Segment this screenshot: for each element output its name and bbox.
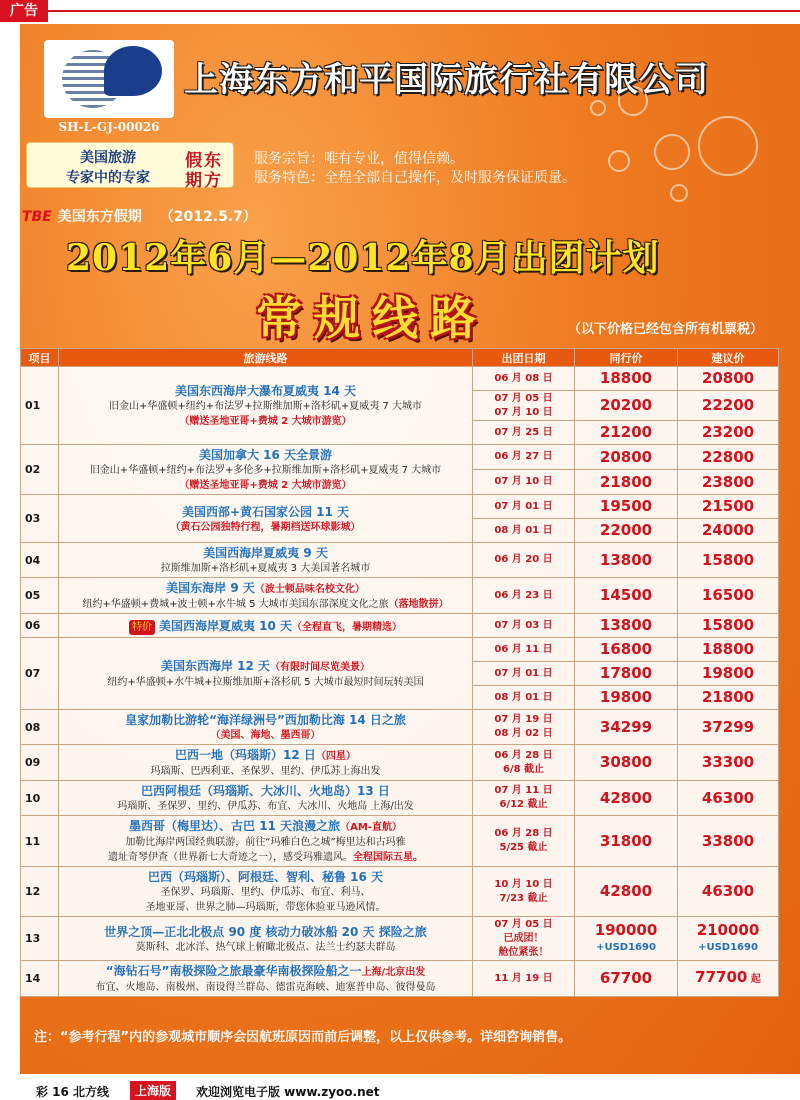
route-description <box>59 578 473 614</box>
route-title: 巴西阿根廷（玛瑙斯、大冰川、火地岛）13 日 <box>141 784 390 798</box>
route-title: 美国加拿大 16 天全景游 <box>198 448 333 462</box>
route-title: 巴西一地（玛瑙斯）12 日 <box>175 748 316 762</box>
route-title-line <box>61 746 470 764</box>
footnote: 注：“参考行程”内的参观城市顺序会因航班原因而前后调整，以上仅供参考。详细咨询销售。 <box>34 1030 572 1045</box>
top-divider <box>48 10 800 12</box>
route-description <box>59 961 473 997</box>
suggested-price: 18800 <box>678 638 779 662</box>
route-title-note: （AM-直航） <box>340 822 402 833</box>
poster <box>20 24 800 1074</box>
departure-date: 07 月 01 日 <box>473 662 575 686</box>
table-row <box>21 614 779 638</box>
suggested-price: 15800 <box>678 543 779 578</box>
brand-date: （2012.5.7） <box>159 209 257 225</box>
table-row <box>21 745 779 781</box>
route-cities: 圣保罗、玛瑙斯、里约、伊瓜苏、布宜、利马、 圣地亚哥、世界之肺—玛瑙斯，带您体验亚马逊风情。 <box>145 887 386 913</box>
route-cities-note: 全程国际五星。 <box>353 852 423 863</box>
price-note: （以下价格已经包含所有机票税） <box>568 322 764 337</box>
route-description <box>59 745 473 781</box>
suggested-price: 24000 <box>678 519 779 543</box>
departure-date: 07 月 19 日 08 月 02 日 <box>473 710 575 745</box>
route-cities: 纽约+华盛顿+费城+波士顿+水牛城 5 大城市美国东部深度文化之旅（落地散拼） <box>82 599 449 610</box>
suggested-price: 19800 <box>678 662 779 686</box>
departure-date: 06 月 27 日 <box>473 445 575 470</box>
peer-price: 16800 <box>575 638 678 662</box>
company-logo <box>44 40 174 118</box>
table-row <box>21 445 779 470</box>
peer-price: 17800 <box>575 662 678 686</box>
route-table-wrap <box>20 348 780 997</box>
suggested-price-usd: +USD1690 <box>698 941 758 953</box>
route-title-line <box>61 382 470 399</box>
route-title: 世界之顶—正北北极点 90 度 核动力破冰船 20 天 探险之旅 <box>104 924 427 939</box>
table-row <box>21 578 779 614</box>
departure-date: 06 月 28 日 5/25 截止 <box>473 816 575 867</box>
special-badge: 特价 <box>129 620 155 635</box>
departure-date: 11 月 19 日 <box>473 961 575 997</box>
peer-price: 30800 <box>575 745 678 781</box>
table-row <box>21 816 779 867</box>
departure-date: 07 月 05 日 07 月 10 日 <box>473 391 575 421</box>
route-title-note: （全程直飞，暑期精选） <box>292 621 403 633</box>
departure-date: 07 月 25 日 <box>473 421 575 445</box>
route-gift-note: （美国、海地、墨西哥） <box>210 730 321 741</box>
route-description <box>59 638 473 710</box>
route-number: 08 <box>21 710 59 745</box>
peer-price: 34299 <box>575 710 678 745</box>
peer-price: 13800 <box>575 543 678 578</box>
suggested-price: 33800 <box>678 816 779 867</box>
departure-date: 07 月 11 日 6/12 截止 <box>473 781 575 816</box>
route-title-line <box>61 711 470 728</box>
route-description <box>59 495 473 543</box>
route-number: 02 <box>21 445 59 495</box>
license-number: SH-L-GJ-00026 <box>58 120 160 134</box>
departure-date: 07 月 03 日 <box>473 614 575 638</box>
route-number: 05 <box>21 578 59 614</box>
expert-line-1: 美国旅游 <box>80 150 136 166</box>
route-description <box>59 781 473 816</box>
route-cities: 旧金山+华盛顿+纽约+布法罗+多伦多+拉斯维加斯+洛杉矶+夏威夷 7 大城市 <box>89 465 442 476</box>
departure-date: 08 月 01 日 <box>473 686 575 710</box>
route-gift-note: （赠送圣地亚哥+费城 2 大城市游览） <box>179 480 352 491</box>
route-number: 06 <box>21 614 59 638</box>
website-text: 欢迎浏览电子版 www.zyoo.net <box>196 1085 380 1099</box>
route-number: 09 <box>21 745 59 781</box>
peer-price: 19500 <box>575 495 678 519</box>
route-number: 12 <box>21 867 59 917</box>
suggested-price: 22800 <box>678 445 779 470</box>
peer-price: 190000 +USD1690 <box>575 917 678 961</box>
suggested-price: 23200 <box>678 421 779 445</box>
route-title-line <box>61 503 470 520</box>
route-description <box>59 867 473 917</box>
route-title-note: 上海/北京出发 <box>361 967 426 978</box>
peer-price: 20800 <box>575 445 678 470</box>
table-body <box>21 367 779 997</box>
route-title: 美国东西海岸大瀑布夏威夷 14 天 <box>174 384 357 398</box>
departure-date: 06 月 23 日 <box>473 578 575 614</box>
edition-badge: 上海版 <box>130 1081 176 1100</box>
expert-badge <box>26 142 234 191</box>
suggested-price: 33300 <box>678 745 779 781</box>
route-description <box>59 710 473 745</box>
price-from-suffix: 起 <box>747 974 761 985</box>
route-number: 13 <box>21 917 59 961</box>
header-date: 出团日期 <box>473 349 575 367</box>
subtitle: 常规线路 <box>256 291 488 345</box>
departure-date: 08 月 01 日 <box>473 519 575 543</box>
route-title-note: （有限时间尽览美景） <box>270 662 371 673</box>
route-title-line <box>61 868 470 885</box>
route-title-line <box>61 962 470 980</box>
peer-price: 18800 <box>575 367 678 391</box>
peer-price: 67700 <box>575 961 678 997</box>
header-peer-price: 同行价 <box>575 349 678 367</box>
peer-price: 42800 <box>575 781 678 816</box>
table-row <box>21 710 779 745</box>
page-number: 彩 16 北方线 <box>36 1085 110 1099</box>
peer-price: 13800 <box>575 614 678 638</box>
route-description <box>59 816 473 867</box>
suggested-price: 23800 <box>678 470 779 495</box>
suggested-price: 77700 起 <box>678 961 779 997</box>
route-number: 01 <box>21 367 59 445</box>
suggested-price: 46300 <box>678 781 779 816</box>
route-title: 美国西部+黄石国家公园 11 天 <box>181 504 350 519</box>
route-title-note: （波士顿品味名校文化） <box>254 584 365 595</box>
route-cities: 莫斯科、北冰洋、热气球上俯瞰北极点、法兰士约瑟夫群岛 <box>135 941 396 953</box>
route-cities: 旧金山+华盛顿+纽约+布法罗+拉斯维加斯+洛杉矶+夏威夷 7 大城市 <box>109 401 422 412</box>
route-cities: 玛瑙斯、巴西利亚、圣保罗、里约、伊瓜苏上海出发 <box>150 766 381 777</box>
route-title: 美国东海岸 9 天 <box>166 581 255 595</box>
expert-line-2: 专家中的专家 <box>66 170 150 186</box>
route-title-line <box>61 817 470 835</box>
peer-price: 31800 <box>575 816 678 867</box>
suggested-price: 22200 <box>678 391 779 421</box>
route-title-line <box>61 579 470 597</box>
route-title-line <box>61 782 470 799</box>
table-row <box>21 867 779 917</box>
route-description <box>59 917 473 961</box>
route-gift-note: （赠送圣地亚哥+费城 2 大城市游览） <box>179 416 352 427</box>
peer-price: 19800 <box>575 686 678 710</box>
route-description <box>59 445 473 495</box>
suggested-price: 16500 <box>678 578 779 614</box>
route-number: 04 <box>21 543 59 578</box>
route-cities: 拉斯维加斯+洛杉矶+夏威夷 3 大美国著名城市 <box>160 563 371 574</box>
suggested-price: 20800 <box>678 367 779 391</box>
route-number: 07 <box>21 638 59 710</box>
suggested-price: 46300 <box>678 867 779 917</box>
route-description <box>59 543 473 578</box>
peer-price: 22000 <box>575 519 678 543</box>
table-row <box>21 961 779 997</box>
vacation-logo-bottom: 期方 <box>185 171 223 191</box>
route-cities: 布宜、火地岛、南极州、南设得兰群岛、德雷克海峡、迪塞普申岛、彼得曼岛 <box>95 982 436 993</box>
route-cities: 纽约+华盛顿+水牛城+拉斯维加斯+洛杉矶 5 大城市最短时间玩转美国 <box>107 677 424 688</box>
route-gift-note: （黄石公园独特行程，暑期档送环球影城） <box>170 521 361 533</box>
route-title-line <box>61 923 470 940</box>
route-title: 美国西海岸夏威夷 10 天 <box>158 618 293 633</box>
header-suggested-price: 建议价 <box>678 349 779 367</box>
speech-bubble-icon <box>104 46 162 96</box>
route-title-note: （四星） <box>315 751 356 762</box>
company-name: 上海东方和平国际旅行社有限公司 <box>184 60 709 100</box>
peer-price: 21200 <box>575 421 678 445</box>
departure-date: 06 月 08 日 <box>473 367 575 391</box>
table-row <box>21 781 779 816</box>
departure-date: 06 月 28 日 6/8 截止 <box>473 745 575 781</box>
peer-price: 20200 <box>575 391 678 421</box>
table-row <box>21 543 779 578</box>
route-title-line <box>61 446 470 463</box>
departure-date: 07 月 10 日 <box>473 470 575 495</box>
route-number: 10 <box>21 781 59 816</box>
route-title: 美国西海岸夏威夷 9 天 <box>203 546 328 560</box>
route-cities-note: （落地散拼） <box>388 599 449 610</box>
departure-date: 07 月 01 日 <box>473 495 575 519</box>
route-number: 11 <box>21 816 59 867</box>
suggested-price: 210000 +USD1690 <box>678 917 779 961</box>
route-title: 皇家加勒比游轮“海洋绿洲号”西加勒比海 14 日之旅 <box>125 713 406 727</box>
table-header <box>21 349 779 367</box>
header-route: 旅游线路 <box>59 349 473 367</box>
departure-date: 06 月 20 日 <box>473 543 575 578</box>
plan-title: 2012年6月—2012年8月出团计划 <box>66 237 660 279</box>
route-title-line <box>61 544 470 561</box>
brand-name: 美国东方假期 <box>57 209 142 225</box>
table-row <box>21 495 779 519</box>
route-title: 墨西哥（梅里达）、古巴 11 天浪漫之旅 <box>129 819 341 833</box>
table-row <box>21 638 779 662</box>
departure-date: 06 月 11 日 <box>473 638 575 662</box>
route-description <box>59 367 473 445</box>
suggested-price: 15800 <box>678 614 779 638</box>
route-cities: 加勒比海岸两国经典联游，前往“玛雅白色之城”梅里达和古玛雅 遗址奇琴伊查（世界新七大奇迹之一），感受玛雅遗风。全程国际五星。 <box>108 837 423 863</box>
service-feature: 服务特色：全程全部自己操作，及时服务保证质量。 <box>254 170 576 186</box>
brand-line <box>22 206 257 226</box>
suggested-price: 21800 <box>678 686 779 710</box>
route-title: 美国东西海岸 12 天 <box>160 659 271 673</box>
route-number: 03 <box>21 495 59 543</box>
table-row <box>21 367 779 391</box>
service-purpose: 服务宗旨：唯有专业，值得信赖。 <box>254 151 464 167</box>
route-title-line <box>61 617 470 635</box>
peer-price: 21800 <box>575 470 678 495</box>
vacation-logo-top: 假东 <box>185 151 223 171</box>
route-cities: 玛瑙斯、圣保罗、里约、伊瓜苏、布宜、大冰川、火地岛 上海/出发 <box>117 801 414 812</box>
route-number: 14 <box>21 961 59 997</box>
departure-date: 07 月 05 日 已成团！ 舱位紧张！ <box>473 917 575 961</box>
route-description <box>59 614 473 638</box>
suggested-price: 21500 <box>678 495 779 519</box>
tbe-mark: TBE <box>22 209 52 225</box>
route-title: 巴西（玛瑙斯）、阿根廷、智利、秘鲁 16 天 <box>147 870 384 884</box>
peer-price-usd: +USD1690 <box>596 941 656 953</box>
suggested-price: 37299 <box>678 710 779 745</box>
route-title: “海钻石号”南极探险之旅最豪华南极探险船之一 <box>105 964 362 978</box>
route-title-line <box>61 657 470 675</box>
footer-bar <box>0 1078 800 1100</box>
peer-price: 14500 <box>575 578 678 614</box>
ad-tag: 广告 <box>0 0 48 22</box>
table-row <box>21 917 779 961</box>
route-table <box>20 348 779 997</box>
header-item: 项目 <box>21 349 59 367</box>
peer-price: 42800 <box>575 867 678 917</box>
departure-date: 10 月 10 日 7/23 截止 <box>473 867 575 917</box>
